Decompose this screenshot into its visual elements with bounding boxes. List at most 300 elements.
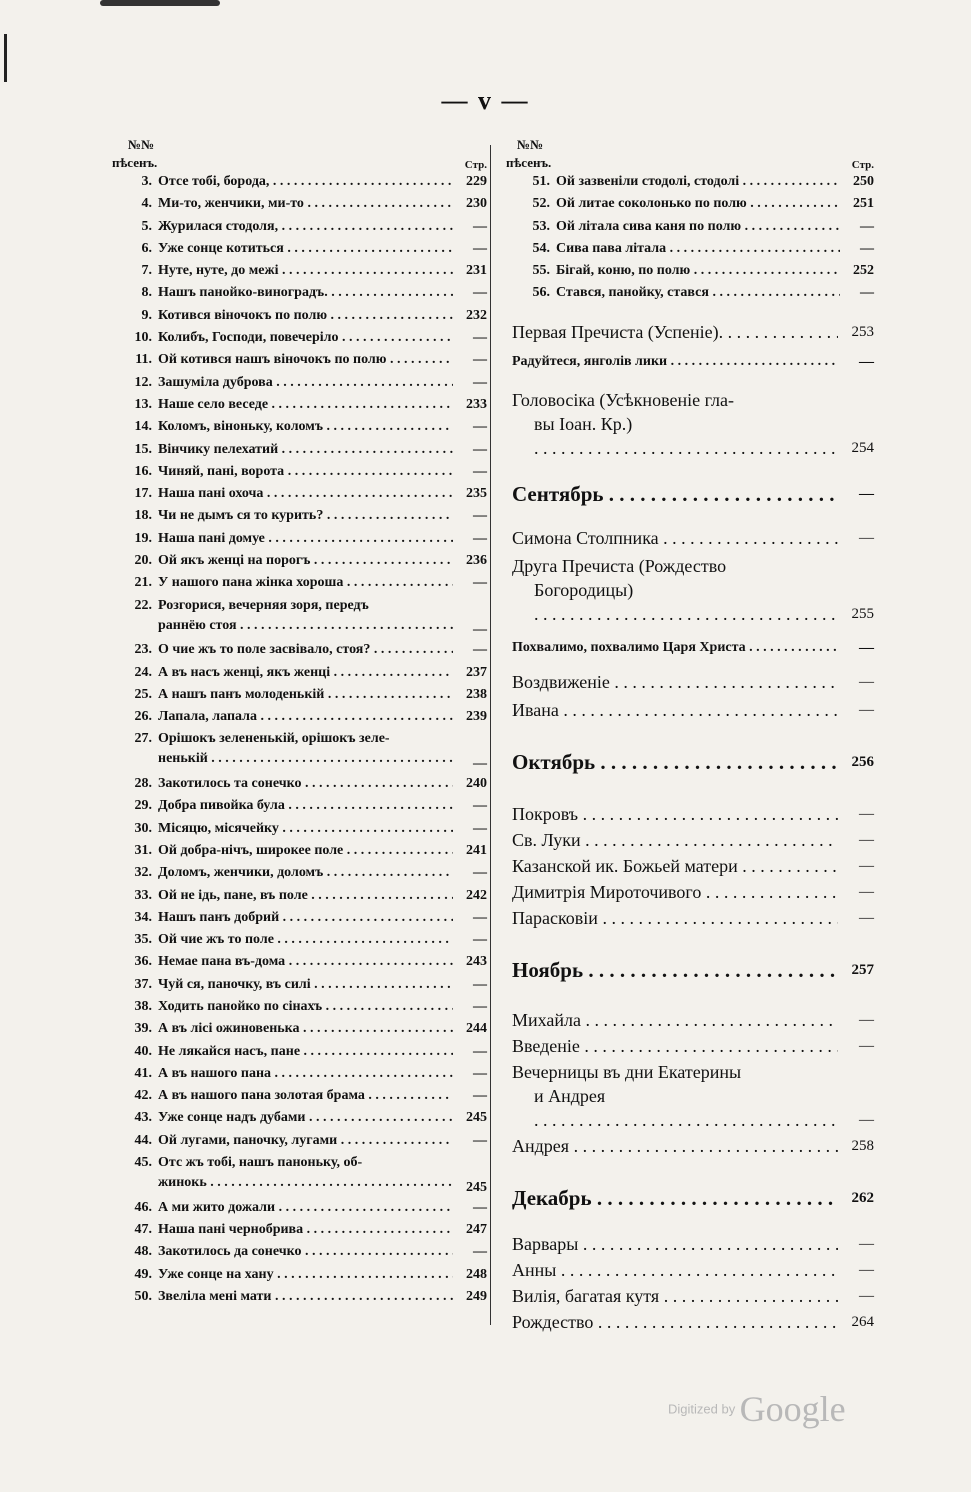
- song-title-text: А въ насъ женцi, якъ женцi: [158, 664, 331, 680]
- song-number: 47.: [134, 1221, 152, 1237]
- page-ref: 237: [466, 664, 487, 680]
- song-title-line: Розгорися, вечерняя зоря, передъ: [158, 597, 369, 613]
- song-title-text: Наше село веседе: [158, 396, 269, 412]
- print-smudge: [100, 0, 220, 6]
- song-title-line: [158, 308, 453, 323]
- feast-entry: [512, 636, 874, 660]
- song-title-line: [158, 419, 453, 434]
- entry-title-line: [512, 750, 838, 774]
- page-ref: —: [473, 642, 487, 658]
- feast-entry: [512, 906, 874, 930]
- page-ref: —: [473, 756, 487, 772]
- entry-title: [512, 828, 838, 852]
- page-ref: 245: [466, 1110, 487, 1126]
- feast-entry: [512, 1232, 874, 1256]
- song-number: 17.: [134, 486, 152, 502]
- page-ref: —: [473, 1065, 487, 1081]
- song-number: 32.: [134, 865, 152, 881]
- song-title-line: [158, 954, 453, 969]
- entry-title: [512, 350, 838, 374]
- page-ref: 236: [466, 553, 487, 569]
- page-ref: —: [473, 330, 487, 346]
- song-title-text: Уже сонце котиться: [158, 240, 284, 256]
- song-title-line: [158, 1066, 453, 1081]
- page-ref: —: [473, 998, 487, 1014]
- feast-entry: [512, 1008, 874, 1032]
- song-title-line: [158, 665, 453, 680]
- song-title-text: Ой чие жъ то поле: [158, 932, 274, 948]
- song-title: [152, 1064, 453, 1084]
- song-title-text: Ми-то, женчики, ми-то: [158, 196, 304, 212]
- song-title: [152, 194, 453, 214]
- digitized-watermark: [668, 1388, 846, 1430]
- song-title-text: А нашъ панъ молоденькiй: [158, 686, 325, 702]
- entry-title-line: [512, 482, 838, 506]
- song-title-line: [158, 616, 453, 636]
- page-ref: 257: [851, 961, 874, 978]
- song-title-line: [158, 174, 453, 189]
- entry-title-line: [512, 528, 838, 548]
- page-ref: —: [473, 1132, 487, 1148]
- entry-title: [512, 526, 838, 550]
- song-title-text: Ой добра-нiчъ, широкее поле: [158, 842, 344, 858]
- song-title-text: Ой якъ женцi на порогъ: [158, 553, 311, 569]
- song-title-text: Закотилось да сонечко: [158, 1244, 302, 1260]
- page-ref: —: [859, 673, 874, 690]
- entry-title-line: Головосiка (Усѣкновенiе гла-: [512, 389, 735, 410]
- song-number: 40.: [134, 1043, 152, 1059]
- song-title: [152, 1108, 453, 1128]
- page-ref: 239: [466, 709, 487, 725]
- page-ref: —: [859, 639, 874, 656]
- entry-title: [512, 1060, 838, 1132]
- entry-title-line: [512, 354, 838, 369]
- song-title-text: ненькiй: [158, 751, 208, 767]
- song-number: 49.: [134, 1266, 152, 1282]
- song-number: 12.: [134, 374, 152, 390]
- song-title: [152, 1220, 453, 1240]
- page-ref: —: [473, 508, 487, 524]
- song-title-line: [158, 241, 453, 256]
- song-title-text: Ходить панойко по сiнахъ: [158, 998, 323, 1014]
- page-ref: —: [473, 1199, 487, 1215]
- toc-row: [112, 395, 487, 417]
- month-heading: [512, 750, 874, 774]
- toc-row: [112, 1287, 487, 1309]
- song-number: 52.: [532, 196, 550, 212]
- page-ref: —: [859, 1111, 874, 1128]
- page-ref: 240: [466, 776, 487, 792]
- song-title-text: раннёю стоя: [158, 617, 237, 633]
- song-title: [152, 395, 453, 415]
- song-title-line: [158, 263, 453, 278]
- entry-title-line: [512, 830, 838, 850]
- song-title: [152, 551, 453, 571]
- song-number: 3.: [141, 174, 152, 189]
- song-number: 9.: [141, 307, 152, 323]
- entry-title: [512, 1232, 838, 1256]
- song-title-text: Наша панi охоча: [158, 486, 264, 502]
- song-number: 20.: [134, 553, 152, 569]
- header-page: Стр.: [851, 159, 874, 171]
- song-title: [152, 462, 453, 482]
- song-number: 51.: [532, 174, 550, 189]
- song-number: 55.: [532, 263, 550, 279]
- toc-row: [112, 328, 487, 350]
- song-title: [152, 1287, 453, 1307]
- song-number: 13.: [134, 396, 152, 412]
- song-number: 11.: [135, 352, 152, 368]
- toc-row: [112, 841, 487, 863]
- song-number: 21.: [134, 575, 152, 591]
- page-ref: 251: [853, 196, 874, 212]
- song-number: 27.: [134, 731, 152, 747]
- song-number: 48.: [134, 1244, 152, 1260]
- page-ref: —: [859, 1261, 874, 1278]
- header-songs: пѣсенъ.: [506, 155, 552, 170]
- toc-row: [112, 774, 487, 796]
- song-title-text: Нуте, нуте, до межi: [158, 263, 279, 279]
- song-title: [152, 1019, 453, 1039]
- page-ref: 254: [851, 439, 874, 456]
- page-ref: —: [473, 1244, 487, 1260]
- entry-title-text: Андрея: [512, 1135, 570, 1156]
- song-title-line: [158, 798, 453, 813]
- feast-entry: [512, 828, 874, 852]
- feast-entry: [512, 1034, 874, 1058]
- song-number: 14.: [134, 419, 152, 435]
- song-number: 54.: [532, 240, 550, 256]
- toc-row: [112, 886, 487, 908]
- page-ref: 244: [466, 1021, 487, 1037]
- song-title: [152, 930, 453, 950]
- entry-title-line: [512, 856, 838, 876]
- song-title: [152, 261, 453, 281]
- left-rows: [112, 172, 487, 1309]
- song-number: 56.: [532, 285, 550, 301]
- song-title: [152, 1265, 453, 1285]
- page-ref: —: [473, 622, 487, 638]
- song-title-text: Зашумiла дуброва: [158, 374, 273, 390]
- entry-title-line: [512, 412, 838, 460]
- song-title-text: Уже сонце надъ дубами: [158, 1110, 306, 1126]
- watermark-prefix: Digitized by: [668, 1401, 736, 1417]
- entry-title-line: [512, 1010, 838, 1030]
- page-ref: —: [859, 883, 874, 900]
- toc-row: [512, 261, 874, 283]
- page-ref: —: [859, 805, 874, 822]
- toc-row: [112, 506, 487, 528]
- page-ref: —: [859, 1011, 874, 1028]
- song-title: [152, 819, 453, 839]
- song-title: [152, 1131, 453, 1151]
- song-title-text: А ми жито дожали: [158, 1199, 276, 1215]
- edge-mark: [4, 34, 7, 82]
- song-number: 8.: [141, 285, 152, 301]
- toc-row: [512, 217, 874, 239]
- song-title: [152, 1042, 453, 1062]
- song-title-line: [158, 776, 453, 791]
- song-title-text: Чиняй, панi, ворота: [158, 463, 285, 479]
- song-number: 53.: [532, 218, 550, 234]
- entry-title-line: [512, 908, 838, 928]
- song-number: 36.: [134, 954, 152, 970]
- song-title-line: [158, 687, 453, 702]
- song-title: [152, 596, 453, 636]
- feast-entry: [512, 880, 874, 904]
- song-number: 7.: [141, 263, 152, 279]
- entry-title-line: [512, 804, 838, 824]
- entry-title-line: [512, 700, 838, 720]
- song-number: 28.: [134, 776, 152, 792]
- entry-title-text: Воздвиженiе: [512, 671, 610, 692]
- page-ref: —: [473, 798, 487, 814]
- feast-entry: [512, 1284, 874, 1308]
- entry-title-line: Вечерницы въ дни Екатерины: [512, 1061, 742, 1082]
- page-ref: 252: [853, 263, 874, 279]
- page-ref: 253: [851, 323, 874, 340]
- page-ref: —: [473, 976, 487, 992]
- feast-entry: [512, 854, 874, 878]
- toc-row: [112, 819, 487, 841]
- page-ref: 232: [466, 307, 487, 323]
- toc-row: [112, 1108, 487, 1130]
- song-title-line: [158, 1021, 453, 1036]
- song-title: [550, 172, 840, 192]
- toc-row: [112, 975, 487, 997]
- entry-title: [512, 482, 838, 506]
- song-title-line: [556, 241, 840, 256]
- song-title-line: [158, 642, 453, 657]
- toc-row: [112, 1086, 487, 1108]
- song-title: [152, 640, 453, 660]
- song-title: [152, 997, 453, 1017]
- page-ref: —: [473, 530, 487, 546]
- toc-row: [512, 239, 874, 261]
- song-number: 46.: [134, 1199, 152, 1215]
- page-ref: 242: [466, 887, 487, 903]
- song-number: 50.: [134, 1288, 152, 1304]
- entry-title-line: [512, 578, 838, 626]
- song-title-text: А въ нашого пана: [158, 1065, 272, 1081]
- toc-row: [112, 729, 487, 774]
- toc-row: [112, 685, 487, 707]
- song-number: 18.: [134, 508, 152, 524]
- feast-entry: [512, 554, 874, 626]
- entry-title: [512, 636, 838, 660]
- song-title-text: Наша панi чернобрива: [158, 1221, 304, 1237]
- page-ref: 241: [466, 842, 487, 858]
- right-sections: [512, 320, 874, 1334]
- song-title: [152, 886, 453, 906]
- entry-title-line: [512, 322, 838, 342]
- toc-row: [112, 1042, 487, 1064]
- page-ref: —: [859, 1235, 874, 1252]
- song-number: 29.: [134, 798, 152, 814]
- entry-title-line: Друга Пречиста (Рождество: [512, 555, 727, 576]
- page-ref: —: [860, 218, 874, 234]
- toc-row: [112, 1220, 487, 1242]
- song-title: [152, 663, 453, 683]
- entry-title: [512, 388, 838, 460]
- song-number: 42.: [134, 1088, 152, 1104]
- song-title: [550, 239, 840, 259]
- song-number: 38.: [134, 998, 152, 1014]
- entry-title-text: Сентябрь: [512, 481, 604, 506]
- page-ref: —: [473, 909, 487, 925]
- song-title-text: Ой лугами, паночку, лугами: [158, 1132, 338, 1148]
- page-ref: 245: [466, 1179, 487, 1195]
- header-songs: пѣсенъ.: [112, 155, 158, 170]
- entry-title: [512, 854, 838, 878]
- page-ref: —: [859, 701, 874, 718]
- page-ref: 249: [466, 1288, 487, 1304]
- toc-row: [112, 239, 487, 261]
- page-number: — v —: [441, 86, 530, 115]
- toc-row: [112, 283, 487, 305]
- song-title-line: [158, 531, 453, 546]
- entry-title-text: Покровъ: [512, 803, 579, 824]
- song-title-text: Не лякайся насъ, пане: [158, 1043, 301, 1059]
- toc-row: [512, 283, 874, 305]
- song-title-text: Немае пана въ-дома: [158, 954, 286, 970]
- entry-title-line: [512, 1286, 838, 1306]
- song-title-text: Вiнчику пелехатий: [158, 441, 279, 457]
- song-title-text: Ой зазвенiли стодолi, стодолi: [556, 174, 740, 189]
- song-title: [152, 172, 453, 192]
- column-divider: [490, 145, 491, 1325]
- song-title: [152, 685, 453, 705]
- song-title: [152, 484, 453, 504]
- entry-title-text: и Андрея: [534, 1085, 606, 1106]
- entry-title-text: Вилiя, багатая кутя: [512, 1285, 660, 1306]
- entry-title-text: вы Iоан. Кр.): [534, 413, 633, 434]
- toc-row: [112, 462, 487, 484]
- toc-row: [112, 930, 487, 952]
- song-title-text: Отсе тобi, борода,: [158, 174, 270, 189]
- song-title-line: [158, 352, 453, 367]
- song-title: [152, 796, 453, 816]
- entry-title-text: Ивана: [512, 699, 559, 720]
- song-title-line: [556, 196, 840, 211]
- song-title: [152, 306, 453, 326]
- page-ref: —: [473, 1043, 487, 1059]
- song-title-text: Нашъ панъ добрий: [158, 909, 280, 925]
- song-title-text: Уже сонце на хану: [158, 1266, 274, 1282]
- entry-title-line: [512, 672, 838, 692]
- page-ref: —: [859, 529, 874, 546]
- feast-entry: [512, 320, 874, 344]
- entry-title-text: Введенiе: [512, 1035, 580, 1056]
- entry-title: [512, 1034, 838, 1058]
- song-title: [152, 283, 453, 303]
- entry-title-text: Богородицы): [534, 579, 634, 600]
- page-ref: —: [473, 1088, 487, 1104]
- feast-entry: [512, 388, 874, 460]
- toc-row: [112, 350, 487, 372]
- toc-row: [112, 707, 487, 729]
- song-title-line: [158, 1267, 453, 1282]
- song-number: 26.: [134, 709, 152, 725]
- feast-entry: [512, 1310, 874, 1334]
- toc-row: [112, 172, 487, 194]
- song-title: [152, 506, 453, 526]
- song-number: 45.: [134, 1155, 152, 1171]
- entry-title-text: Симона Столпника: [512, 527, 659, 548]
- header-page: Стр.: [464, 159, 487, 171]
- song-title: [152, 841, 453, 861]
- entry-title-line: [512, 1136, 838, 1156]
- page-ref: 250: [853, 174, 874, 189]
- song-title-line: [158, 1133, 453, 1148]
- song-title: [152, 1242, 453, 1262]
- song-title-text: Закотилось та сонечко: [158, 776, 302, 792]
- toc-row: [112, 417, 487, 439]
- feast-entry: [512, 670, 874, 694]
- page-ref: —: [859, 909, 874, 926]
- feast-entry: [512, 350, 874, 374]
- song-number: 24.: [134, 664, 152, 680]
- song-title-line: [158, 1088, 453, 1103]
- page-ref: 230: [466, 196, 487, 212]
- song-number: 37.: [134, 976, 152, 992]
- song-title-line: [158, 196, 453, 211]
- song-title-line: [556, 263, 840, 278]
- song-title: [152, 707, 453, 727]
- song-title-line: [158, 1044, 453, 1059]
- song-title-text: Нашъ панойко-виноградъ.: [158, 285, 328, 301]
- song-title: [152, 908, 453, 928]
- page-ref: 256: [851, 753, 874, 770]
- song-title-line: [158, 1110, 453, 1125]
- song-title: [152, 1153, 453, 1193]
- song-title-text: Котився вiночокъ по полю: [158, 307, 328, 323]
- entry-title-text: Парасковiи: [512, 907, 598, 928]
- song-number: 30.: [134, 820, 152, 836]
- page-ref: —: [859, 857, 874, 874]
- entry-title-line: [512, 1234, 838, 1254]
- song-title: [550, 217, 840, 237]
- song-title-text: Журилася стодоля,: [158, 218, 279, 234]
- song-title-text: А въ нашого пана золотая брама: [158, 1088, 365, 1104]
- entry-title: [512, 958, 838, 982]
- song-number: 41.: [134, 1065, 152, 1081]
- song-title-text: Ой лiтала сива каня по полю: [556, 218, 742, 234]
- song-title-line: [158, 821, 453, 836]
- feast-entry: [512, 1258, 874, 1282]
- song-title-line: [158, 910, 453, 925]
- song-number: 31.: [134, 842, 152, 858]
- song-title-text: Колибъ, Господи, повечерiло: [158, 330, 339, 346]
- right-rows: [512, 172, 874, 306]
- page-ref: —: [473, 218, 487, 234]
- page-ref: —: [473, 865, 487, 881]
- song-number: 19.: [134, 530, 152, 546]
- page-ref: —: [473, 820, 487, 836]
- toc-row: [112, 1131, 487, 1153]
- song-title: [152, 373, 453, 393]
- song-title-text: А въ лiсi ожиновенька: [158, 1021, 300, 1037]
- page-ref: —: [473, 932, 487, 948]
- entry-title-text: Анны: [512, 1259, 557, 1280]
- song-title-text: Лапала, лапала: [158, 709, 258, 725]
- month-heading: [512, 482, 874, 506]
- toc-row: [112, 596, 487, 641]
- page-ref: 247: [466, 1221, 487, 1237]
- page-ref: —: [859, 831, 874, 848]
- song-title-text: Доломъ, женчики, доломъ: [158, 865, 324, 881]
- page-ref: —: [473, 285, 487, 301]
